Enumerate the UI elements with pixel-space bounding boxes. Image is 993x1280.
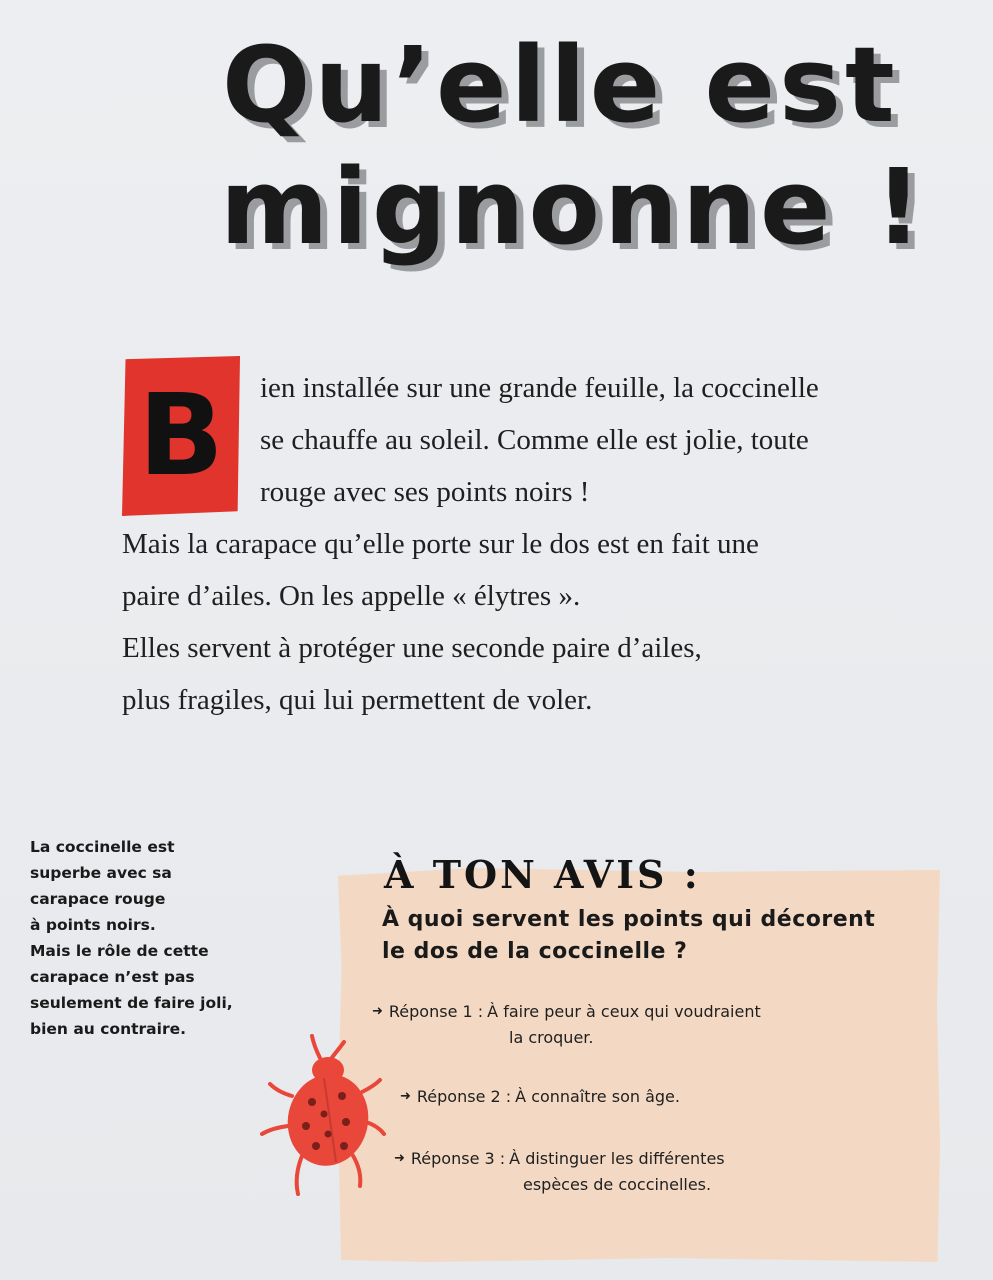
answer-text-continued: espèces de coccinelles. — [523, 1175, 712, 1194]
answer-text-continued: la croquer. — [509, 1028, 594, 1047]
caption-line: Mais le rôle de cette — [30, 942, 209, 960]
caption-line: carapace n’est pas — [30, 968, 195, 986]
side-caption — [30, 834, 260, 1042]
caption-line: La coccinelle est — [30, 838, 175, 856]
body-line: rouge avec ses points noirs ! — [260, 476, 590, 508]
answer-label: Réponse 2 : — [416, 1087, 512, 1106]
title-line-1: Qu’elle est — [222, 24, 899, 146]
quiz-answer-2 — [400, 1084, 680, 1110]
arrow-right-icon: ➜ — [400, 1089, 411, 1104]
answer-text: À connaître son âge. — [515, 1087, 680, 1106]
body-paragraph — [122, 362, 902, 726]
body-line: Mais la carapace qu’elle porte sur le dos est en fait une — [122, 528, 759, 560]
body-line: Elles servent à protéger une seconde paire d’ailes, — [122, 632, 702, 664]
dropcap-letter: B — [138, 371, 224, 501]
body-line: se chauffe au soleil. Comme elle est jolie, toute — [260, 424, 809, 456]
quiz-answer-1 — [372, 999, 761, 1051]
answer-text: À faire peur à ceux qui voudraient — [487, 1002, 761, 1021]
caption-line: carapace rouge — [30, 890, 166, 908]
caption-line: à points noirs. — [30, 916, 156, 934]
body-line: ien installée sur une grande feuille, la coccinelle — [260, 372, 819, 404]
caption-line: superbe avec sa — [30, 864, 172, 882]
caption-line: bien au contraire. — [30, 1020, 186, 1038]
arrow-right-icon: ➜ — [372, 1004, 383, 1019]
page-title — [200, 24, 927, 268]
caption-line: seulement de faire joli, — [30, 994, 233, 1012]
title-line-2: mignonne ! — [220, 146, 927, 268]
quiz-question-line: le dos de la coccinelle ? — [382, 939, 688, 964]
quiz-answer-3 — [394, 1146, 725, 1198]
body-line: plus fragiles, qui lui permettent de voler. — [122, 684, 593, 716]
quiz-question-line: À quoi servent les points qui décorent — [382, 907, 876, 932]
quiz-heading: À TON AVIS : — [384, 852, 701, 897]
ladybug-icon — [258, 1030, 388, 1200]
body-line: paire d’ailes. On les appelle « élytres ». — [122, 580, 581, 612]
quiz-question — [382, 904, 922, 968]
answer-label: Réponse 3 : — [410, 1149, 506, 1168]
answer-label: Réponse 1 : — [388, 1002, 484, 1021]
answer-text: À distinguer les différentes — [509, 1149, 725, 1168]
arrow-right-icon: ➜ — [394, 1151, 405, 1166]
